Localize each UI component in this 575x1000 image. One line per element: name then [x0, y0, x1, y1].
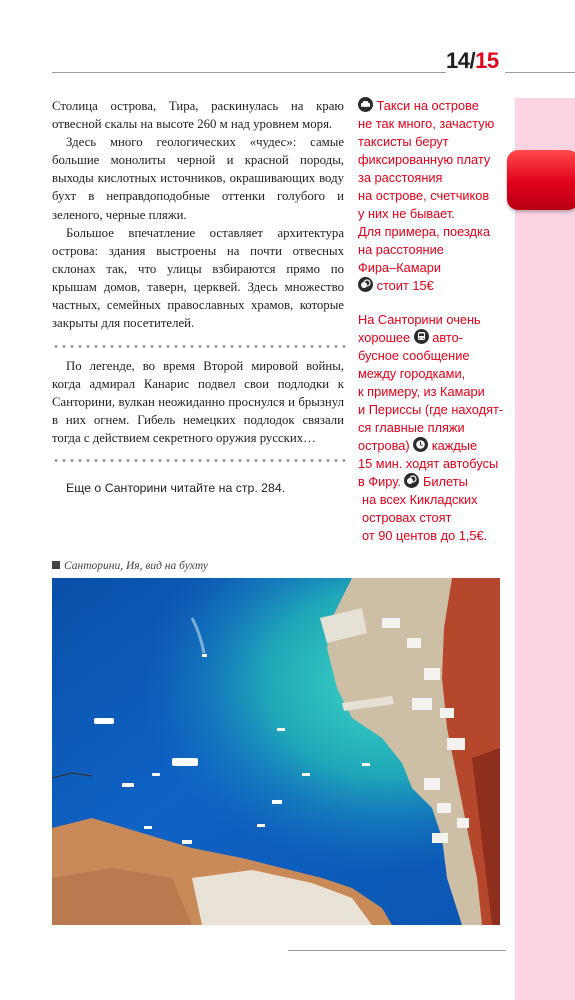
bus-line-5: к примеру, из Камари — [358, 384, 485, 399]
coin-icon — [358, 277, 373, 292]
sidebar-line — [358, 97, 494, 115]
taxi-icon — [358, 97, 373, 112]
bay-photo — [52, 578, 500, 925]
bus-line-2a: хорошее — [358, 330, 411, 345]
bus-tickets: Билеты — [423, 474, 468, 489]
sidebar-taxi — [358, 97, 494, 295]
sidebar-bus — [358, 311, 503, 545]
taxi-line-1: не так много, зачастую — [358, 116, 495, 131]
taxi-line-4: за расстояния — [358, 170, 443, 185]
paragraph-capital: Столица острова, Тира, раскинулась на краю отвесной скалы на высоте 260 м над уровнем моря. — [52, 99, 344, 132]
legend-paragraph: По легенде, во время Второй мировой войны, когда адмирал Канарис подвел свои подлодки к Санторини, вулкан неожиданно проснулся и брызнул в них огнем. Гибель немецких подлодок связали тогда с действием секретного оружия русских… — [52, 359, 344, 446]
main-text — [52, 97, 344, 332]
sidebar-strip — [515, 98, 575, 1000]
dotted-divider-top — [52, 345, 346, 348]
bus-end-3: от 90 центов до 1,5€. — [362, 528, 488, 543]
bus-end-2: островах стоят — [362, 510, 452, 525]
sidebar-line — [358, 277, 494, 295]
sidebar-line — [358, 473, 503, 491]
bay-photo-illustration — [52, 578, 500, 925]
coin-icon — [404, 473, 419, 488]
more-link[interactable]: Еще о Санторини читайте на стр. 284. — [66, 481, 286, 495]
bus-line-2b: авто- — [432, 330, 463, 345]
bus-line-1: На Санторини очень — [358, 312, 481, 327]
taxi-line-6: у них не бывает. — [358, 206, 455, 221]
taxi-line-0: Такси на острове — [376, 98, 479, 113]
legend-box — [52, 357, 344, 447]
caption-text: Санторини, Ия, вид на бухту — [64, 560, 208, 572]
taxi-line-8: на расстояние — [358, 242, 444, 257]
clock-icon — [413, 437, 428, 452]
header-rule — [52, 72, 446, 73]
caption-marker — [52, 561, 60, 569]
header-rule-right — [505, 72, 575, 73]
paragraph-architecture: Большое впечатление оставляет архитектура острова: здания выстроены на почти отвесных склонах так, что улицы взбираются прямо по крышам домов, таверн, церквей. Здесь множество частных, семейных православных храмов, которые закрыты для посетителей. — [52, 225, 344, 331]
bus-fira-2: в Фиру. — [358, 474, 401, 489]
taxi-line-2: таксисты берут — [358, 134, 449, 149]
paragraph-geology: Здесь много геологических «чудес»: самые большие монолиты черной и красной породы, выходы кислотных источников, окрашивающих воду бухт в неправдоподобные оттенки голубого и зеленого, черные пляжи. — [52, 135, 344, 222]
taxi-line-5: на острове, счетчиков — [358, 188, 490, 203]
page-number — [446, 48, 499, 74]
bus-line-6: и Периссы (где находят- — [358, 402, 504, 417]
bus-clock-b: каждые — [431, 438, 478, 453]
footer-rule — [288, 950, 506, 951]
bus-clock-a: острова) — [358, 438, 410, 453]
bus-icon — [414, 329, 429, 344]
taxi-line-3: фиксированную плату — [358, 152, 491, 167]
taxi-line-9: Фира–Камари — [358, 260, 441, 275]
bus-line-4: между городками, — [358, 366, 466, 381]
chapter-tab[interactable] — [507, 150, 575, 210]
dotted-divider-bottom — [52, 459, 346, 462]
photo-caption — [52, 560, 208, 572]
taxi-line-7: Для примера, поездка — [358, 224, 491, 239]
bus-line-fira: 15 мин. ходят автобусы — [358, 456, 499, 471]
bus-end-1: на всех Кикладских — [362, 492, 478, 507]
page-current: 14/ — [446, 48, 476, 73]
page-total: 15 — [475, 48, 499, 73]
bus-line-3: бусное сообщение — [358, 348, 470, 363]
bus-line-7: ся главные пляжи — [358, 420, 465, 435]
sidebar-line — [358, 437, 503, 455]
taxi-price: стоит 15€ — [376, 278, 434, 293]
sidebar-line — [358, 329, 503, 347]
